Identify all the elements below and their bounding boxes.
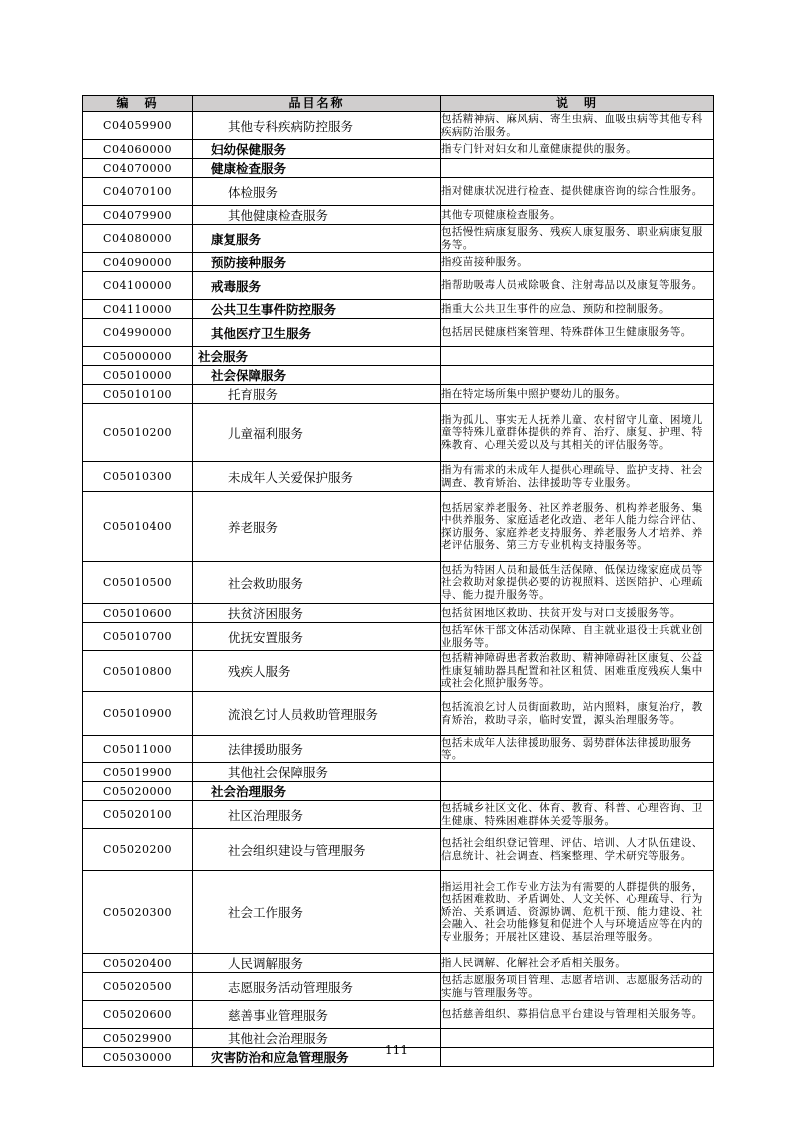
row-code: C05010800 <box>83 651 193 692</box>
row-code: C05010300 <box>83 462 193 492</box>
row-name: 其他专科疾病防控服务 <box>193 112 441 140</box>
row-code: C05019900 <box>83 763 193 782</box>
row-desc: 包括精神障碍患者救治救助、精神障碍社区康复、公益性康复辅助器具配置和社区租赁、困难重度残疾人集中或社会化照护服务等。 <box>441 651 714 692</box>
row-name: 体检服务 <box>193 178 441 206</box>
row-desc: 指重大公共卫生事件的应急、预防和控制服务。 <box>441 300 714 319</box>
table-row <box>83 347 714 366</box>
row-code: C05020000 <box>83 782 193 801</box>
row-desc: 指疫苗接种服务。 <box>441 253 714 272</box>
table-row <box>83 782 714 801</box>
row-code: C04070100 <box>83 178 193 206</box>
row-code: C05030000 <box>83 1048 193 1067</box>
header-desc: 说 明 <box>441 96 714 112</box>
header-name: 品目名称 <box>193 96 441 112</box>
table-row <box>83 272 714 300</box>
row-name: 其他社会治理服务 <box>193 1029 441 1048</box>
row-code: C05010100 <box>83 385 193 404</box>
row-desc: 包括志愿服务项目管理、志愿者培训、志愿服务活动的实施与管理服务等。 <box>441 973 714 1001</box>
row-name: 其他健康检查服务 <box>193 206 441 225</box>
row-desc: 包括精神病、麻风病、寄生虫病、血吸虫病等其他专科疾病防治服务。 <box>441 112 714 140</box>
row-code: C04080000 <box>83 225 193 253</box>
row-desc: 指帮助吸毒人员戒除吸食、注射毒品以及康复等服务。 <box>441 272 714 300</box>
row-code: C05010600 <box>83 604 193 623</box>
row-desc <box>441 763 714 782</box>
table-row <box>83 178 714 206</box>
row-code: C04079900 <box>83 206 193 225</box>
row-name: 流浪乞讨人员救助管理服务 <box>193 692 441 736</box>
row-desc: 包括居家养老服务、社区养老服务、机构养老服务、集中供养服务、家庭适老化改造、老年人能力综合评估、探访服务、家庭养老支持服务、养老服务人才培养、养老评估服务、第三方专业机构支持服务等。 <box>441 492 714 562</box>
row-name: 法律援助服务 <box>193 736 441 763</box>
table-row <box>83 801 714 829</box>
row-name: 未成年人关爱保护服务 <box>193 462 441 492</box>
row-name: 儿童福利服务 <box>193 404 441 462</box>
row-code: C05010700 <box>83 623 193 651</box>
row-desc: 指在特定场所集中照护婴幼儿的服务。 <box>441 385 714 404</box>
row-desc: 包括慢性病康复服务、残疾人康复服务、职业病康复服务等。 <box>441 225 714 253</box>
row-desc: 指为有需求的未成年人提供心理疏导、监护支持、社会调查、教育矫治、法律援助等专业服务。 <box>441 462 714 492</box>
row-name: 戒毒服务 <box>193 272 441 300</box>
row-name: 灾害防治和应急管理服务 <box>193 1048 441 1067</box>
row-code: C05010500 <box>83 562 193 604</box>
row-name: 社会治理服务 <box>193 782 441 801</box>
row-name: 社区治理服务 <box>193 801 441 829</box>
row-code: C05010900 <box>83 692 193 736</box>
table-row <box>83 871 714 954</box>
table-row <box>83 492 714 562</box>
row-desc: 包括流浪乞讨人员街面救助，站内照料，康复治疗，教育矫治，救助寻亲，临时安置，源头治理服务等。 <box>441 692 714 736</box>
row-desc: 指人民调解、化解社会矛盾相关服务。 <box>441 954 714 973</box>
table-row <box>83 300 714 319</box>
table-header <box>83 96 714 112</box>
catalog-table <box>82 95 714 1067</box>
row-name: 志愿服务活动管理服务 <box>193 973 441 1001</box>
row-code: C04090000 <box>83 253 193 272</box>
header-row <box>83 96 714 112</box>
table-row <box>83 319 714 347</box>
table-row <box>83 692 714 736</box>
row-code: C05000000 <box>83 347 193 366</box>
row-name: 养老服务 <box>193 492 441 562</box>
table-row <box>83 651 714 692</box>
row-name: 社会服务 <box>193 347 441 366</box>
row-desc <box>441 159 714 178</box>
row-code: C05020500 <box>83 973 193 1001</box>
table-row <box>83 462 714 492</box>
table-row <box>83 112 714 140</box>
row-name: 健康检查服务 <box>193 159 441 178</box>
row-name: 妇幼保健服务 <box>193 140 441 159</box>
row-desc: 包括为特困人员和最低生活保障、低保边缘家庭成员等社会救助对象提供必要的访视照料、送医陪护、心理疏导、能力提升服务等。 <box>441 562 714 604</box>
row-code: C05020600 <box>83 1001 193 1029</box>
header-code: 编 码 <box>83 96 193 112</box>
row-desc: 指为孤儿、事实无人抚养儿童、农村留守儿童、困境儿童等特殊儿童群体提供的养育、治疗、康复、护理、特殊教育、心理关爱以及与其相关的评估服务等。 <box>441 404 714 462</box>
row-code: C05010200 <box>83 404 193 462</box>
page-number: 111 <box>385 1043 408 1057</box>
row-name: 残疾人服务 <box>193 651 441 692</box>
table-row <box>83 206 714 225</box>
table-row <box>83 973 714 1001</box>
row-name: 社会组织建设与管理服务 <box>193 829 441 871</box>
row-code: C04100000 <box>83 272 193 300</box>
row-desc: 指运用社会工作专业方法为有需要的人群提供的服务，包括困难救助、矛盾调处、人文关怀、心理疏导、行为矫治、关系调适、资源协调、危机干预、能力建设、社会融入、社会功能修复和促进个人与环境适应等在内的专业服务；开展社区建设、基层治理等服务。 <box>441 871 714 954</box>
row-code: C05010000 <box>83 366 193 385</box>
row-code: C04110000 <box>83 300 193 319</box>
row-desc <box>441 366 714 385</box>
row-code: C05020300 <box>83 871 193 954</box>
row-desc: 指对健康状况进行检查、提供健康咨询的综合性服务。 <box>441 178 714 206</box>
table-body <box>83 112 714 1067</box>
row-desc: 包括慈善组织、募捐信息平台建设与管理相关服务等。 <box>441 1001 714 1029</box>
row-name: 社会保障服务 <box>193 366 441 385</box>
row-code: C04059900 <box>83 112 193 140</box>
table-row <box>83 829 714 871</box>
row-name: 慈善事业管理服务 <box>193 1001 441 1029</box>
table-row <box>83 404 714 462</box>
row-name: 其他社会保障服务 <box>193 763 441 782</box>
table-row <box>83 253 714 272</box>
row-name: 社会工作服务 <box>193 871 441 954</box>
row-code: C05010400 <box>83 492 193 562</box>
row-desc: 包括未成年人法律援助服务、弱势群体法律援助服务等。 <box>441 736 714 763</box>
row-code: C05020100 <box>83 801 193 829</box>
table-row <box>83 1001 714 1029</box>
table-row <box>83 159 714 178</box>
row-name: 托育服务 <box>193 385 441 404</box>
table-row <box>83 763 714 782</box>
row-desc: 其他专项健康检查服务。 <box>441 206 714 225</box>
table-row <box>83 736 714 763</box>
row-code: C05020400 <box>83 954 193 973</box>
row-desc: 包括贫困地区救助、扶贫开发与对口支援服务等。 <box>441 604 714 623</box>
row-name: 优抚安置服务 <box>193 623 441 651</box>
table-row <box>83 604 714 623</box>
row-name: 扶贫济困服务 <box>193 604 441 623</box>
row-code: C04990000 <box>83 319 193 347</box>
table-row <box>83 140 714 159</box>
table-row <box>83 954 714 973</box>
row-code: C04060000 <box>83 140 193 159</box>
row-name: 人民调解服务 <box>193 954 441 973</box>
table-row <box>83 385 714 404</box>
table-row <box>83 225 714 253</box>
row-name: 公共卫生事件防控服务 <box>193 300 441 319</box>
row-desc <box>441 782 714 801</box>
row-code: C05011000 <box>83 736 193 763</box>
row-desc: 包括城乡社区文化、体育、教育、科普、心理咨询、卫生健康、特殊困难群体关爱等服务。 <box>441 801 714 829</box>
row-name: 预防接种服务 <box>193 253 441 272</box>
row-desc <box>441 347 714 366</box>
row-desc: 包括居民健康档案管理、特殊群体卫生健康服务等。 <box>441 319 714 347</box>
row-code: C05020200 <box>83 829 193 871</box>
table-row <box>83 366 714 385</box>
row-name: 康复服务 <box>193 225 441 253</box>
row-name: 社会救助服务 <box>193 562 441 604</box>
row-desc: 包括社会组织登记管理、评估、培训、人才队伍建设、信息统计、社会调查、档案整理、学术研究等服务。 <box>441 829 714 871</box>
row-code: C04070000 <box>83 159 193 178</box>
row-code: C05029900 <box>83 1029 193 1048</box>
row-desc: 包括军休干部文体活动保障、自主就业退役士兵就业创业服务等。 <box>441 623 714 651</box>
table-row <box>83 562 714 604</box>
row-name: 其他医疗卫生服务 <box>193 319 441 347</box>
table-row <box>83 623 714 651</box>
row-desc: 指专门针对妇女和儿童健康提供的服务。 <box>441 140 714 159</box>
